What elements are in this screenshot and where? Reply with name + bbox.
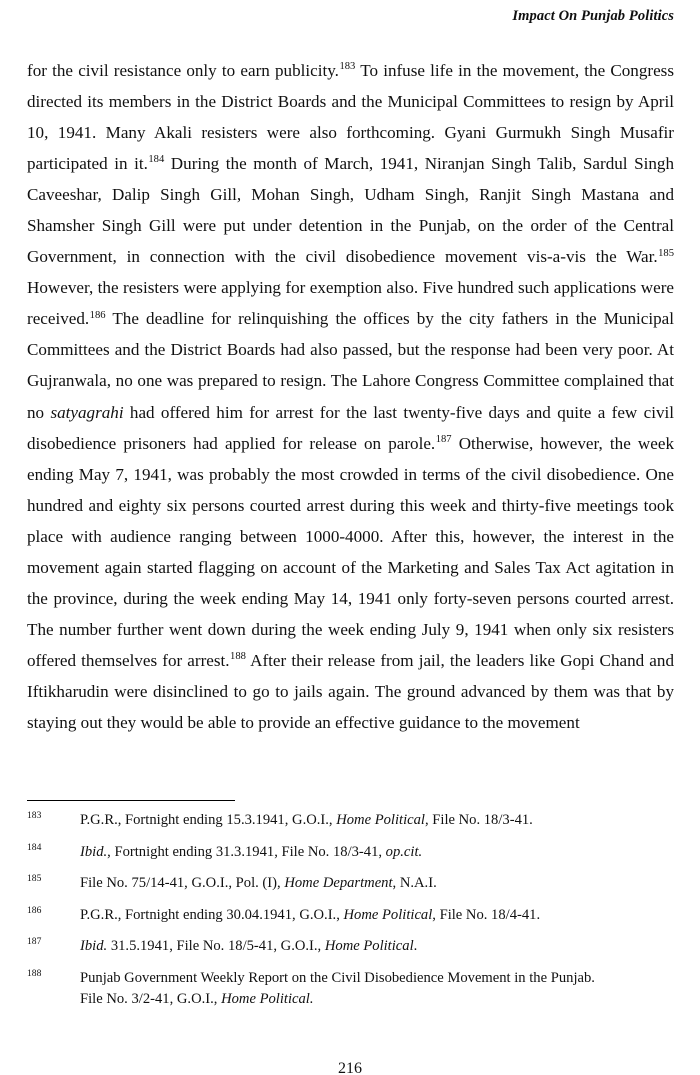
footnote-line: Ibid., Fortnight ending 31.3.1941, File No. 18/3-41, op.cit. <box>80 843 423 860</box>
footnote-entry <box>27 810 674 831</box>
footnote-text <box>80 968 674 1010</box>
footnote-number: 188 <box>27 967 42 979</box>
footnote-number: 184 <box>27 841 42 853</box>
footnote-entry <box>27 873 674 894</box>
italic-text: satyagrahi <box>50 402 124 422</box>
footnote-number: 186 <box>27 904 42 916</box>
footnote-number: 187 <box>27 936 42 947</box>
footnote-reference-marker: 188 <box>230 651 246 663</box>
footnote-line: P.G.R., Fortnight ending 15.3.1941, G.O.I., Home Political, File No. 18/3-41. <box>80 812 533 828</box>
body-paragraph: for the civil resistance only to earn publicity.$^{183}$ To infuse life in the movement, the Congress directed its members in the District Boards and the Municipal Committees to resign by April 10, 1941. Many Akali resisters were also forthcoming. Gyani Gurmukh Singh Musafir participated in it.$^{184}$ During the month of March, 1941, Niranjan Singh Talib, Sardul Singh Caveeshar, Dalip Singh Gill, Mohan Singh, Udham Singh, Ranjit Singh Mastana and Shamsher Singh Gill were put under detention in the Punjab, on the order of the Central Government, in connection with the civil disobedience movement vis-a-vis the War.$^{185}$ However, the resisters were applying for exemption also. Five hundred such applications were received.$^{186}$ The deadline for relinquishing the offices by the city fathers in the Municipal Committees and the District Boards had also passed, but the response had been very poor. At Gujranwala, no one was prepared to resign. The Lahore Congress Committee complained that no satyagrahi had offered him for arrest for the last twenty-five days and quite a few civil disobedience prisoners had applied for release on parole.$^{187}$ Otherwise, however, the week ending May 7, 1941, was probably the most crowded in terms of the civil disobedience. One hundred and eighty six persons courted arrest during this week and thirty-five meetings took place with audience ranging between 1000-4000. After this, however, the interest in the movement again started flagging on account of the Marketing and Sales Tax Act agitation in the province, during the week ending May 14, 1941 only forty-seven persons courted arrest. The number further went down during the week ending July 9, 1941 when only six resisters offered themselves for arrest.$^{188}$ After their release from jail, the leaders like Gopi Chand and Iftikharudin were disinclined to go to jails again. The ground advanced by them was that by staying out they would be able to provide an effective guidance to the movement <box>27 61 674 732</box>
footnote-number: 185 <box>27 873 42 884</box>
italic-text: Ibid. <box>80 843 108 860</box>
page-number: 216 <box>338 1060 362 1075</box>
body-text-block <box>27 55 674 738</box>
footnote-line: P.G.R., Fortnight ending 30.04.1941, G.O.I., Home Political, File No. 18/4-41. <box>80 906 541 923</box>
italic-text: Home Political <box>343 906 433 923</box>
footnote-reference-marker: 187 <box>435 433 452 445</box>
footnote-reference-marker: 185 <box>658 247 674 259</box>
italic-text: Home Political <box>324 938 414 954</box>
footnote-text <box>80 936 674 957</box>
footnote-text <box>80 873 674 894</box>
footnote-line: File No. 75/14-41, G.O.I., Pol. (I), Home Department, N.A.I. <box>80 875 437 891</box>
footnote-number: 183 <box>27 810 42 821</box>
footnote-entry <box>27 842 674 863</box>
footnote-list <box>27 810 674 1010</box>
italic-text: Home Political <box>336 812 425 828</box>
footnote-entry <box>27 905 674 926</box>
footnote-text <box>80 810 674 831</box>
running-header: Impact On Punjab Politics <box>512 8 674 24</box>
italic-text: Home Political. <box>221 990 314 1007</box>
italic-text: Home Department <box>284 875 393 891</box>
footnote-reference-marker: 184 <box>148 154 165 166</box>
footnote-line: Punjab Government Weekly Report on the Civil Disobedience Movement in the Punjab. <box>80 969 595 986</box>
footnote-entry <box>27 936 674 957</box>
footnote-line: Ibid. 31.5.1941, File No. 18/5-41, G.O.I., Home Political. <box>80 938 418 954</box>
footnote-reference-marker: 186 <box>89 309 106 321</box>
footnote-text <box>80 905 674 926</box>
footnote-text <box>80 842 674 863</box>
footnote-entry <box>27 968 674 1010</box>
footnote-separator-rule <box>27 800 235 801</box>
italic-text: Ibid. <box>80 938 108 954</box>
italic-text: op.cit. <box>385 843 423 860</box>
footnote-line: File No. 3/2-41, G.O.I., Home Political. <box>80 990 314 1007</box>
footnote-area <box>27 800 674 1010</box>
footnote-reference-marker: 183 <box>339 61 356 73</box>
